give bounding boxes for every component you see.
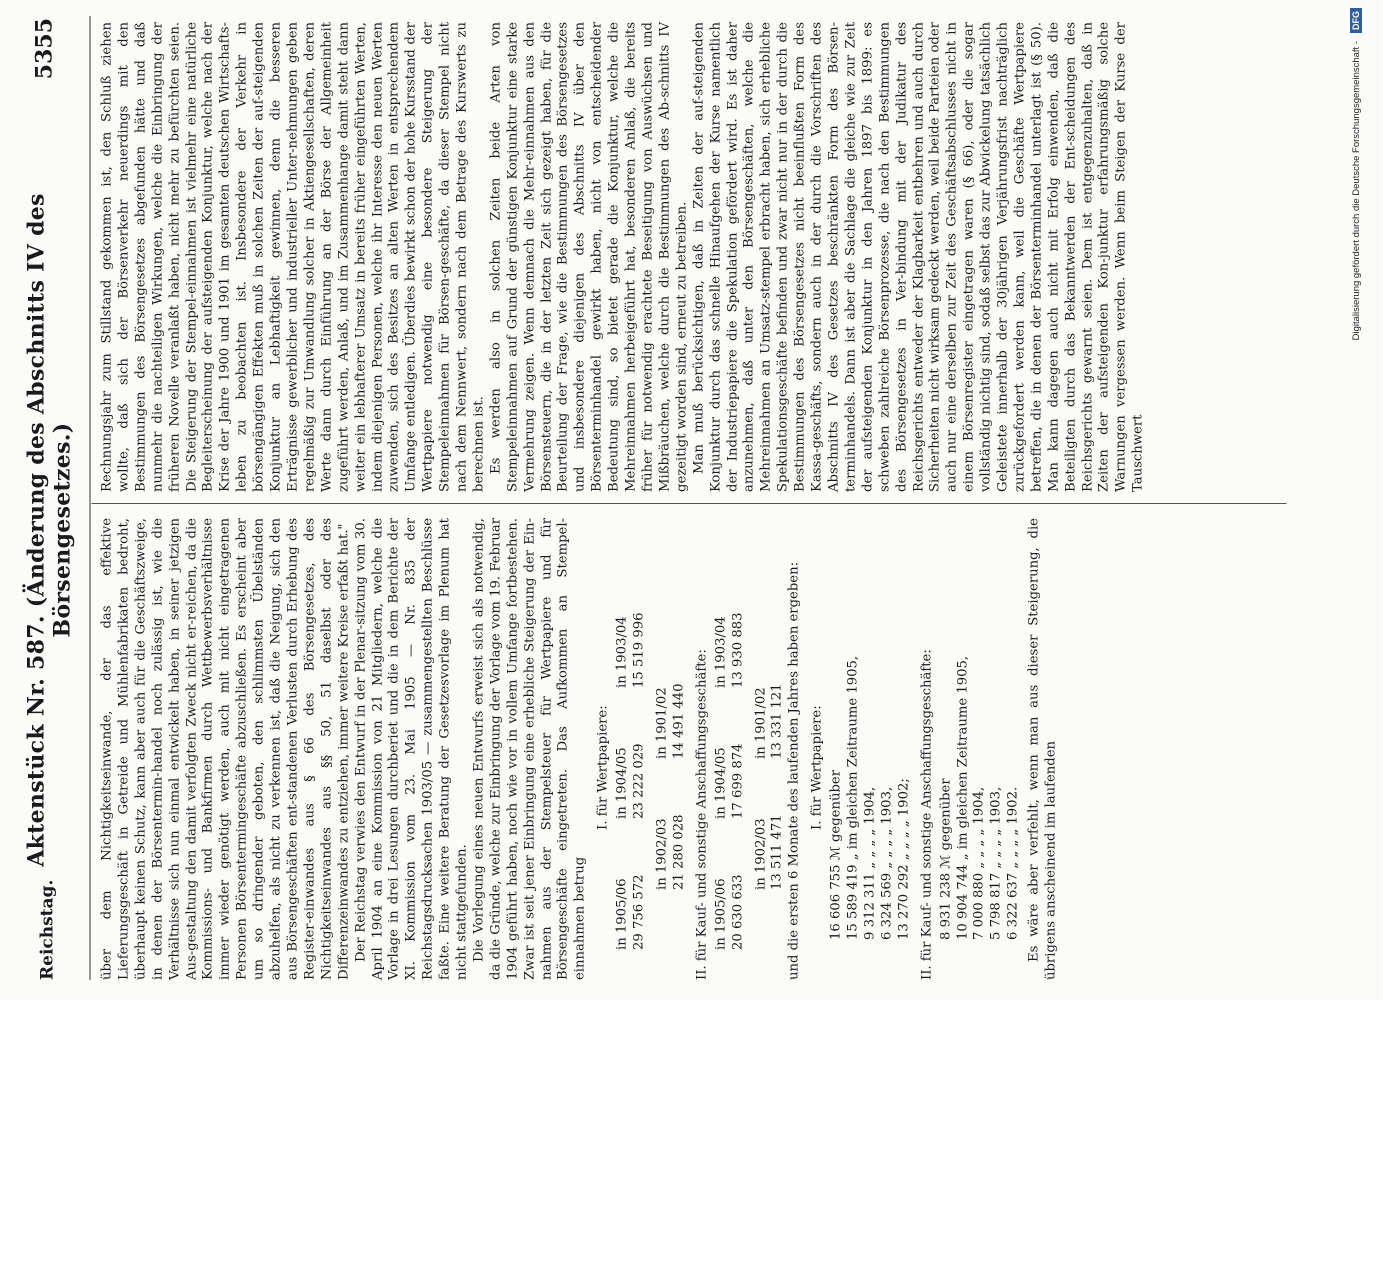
section-3-title: I. für Wertpapiere: xyxy=(809,705,825,830)
value: 23 222 029 xyxy=(631,743,647,819)
digitization-text: Digitalisierung gefördert durch die Deutsche Forschungsgemeinschaft - xyxy=(1350,41,1362,341)
left-paragraph-2: Der Reichstag verwies den Entwurf in der Plenar-sitzung vom 30. April 1904 an eine Kommission von 21 Mitgliedern, welche die Vorlage in drei Lesungen durchberiet und die in dem Berichte der XI. Kommission vom 23. Mai 1905 — Nr. 835 der Reichstagsdrucksachen 1903/05 — zusammengestellten Beschlüsse faßte. Eine weitere Beratung der Gesetzesvorlage im Plenum hat nicht stattgefunden. xyxy=(353,518,470,980)
header-title: Aktenstück Nr. 587. (Änderung des Abschnitts IV des Börsengesetzes.) xyxy=(23,193,76,867)
right-column xyxy=(100,22,1148,492)
section-2-title: II. für Kauf- und sonstige Anschaffungsgeschäfte: xyxy=(694,649,710,980)
section-2-values-a xyxy=(730,518,747,980)
column-divider xyxy=(92,503,1287,504)
value: 13 331 121 xyxy=(769,683,785,759)
section-2-years-b xyxy=(753,518,770,980)
value: 17 699 874 xyxy=(730,743,746,819)
value: 14 491 440 xyxy=(671,683,687,759)
year: in 1904/05 xyxy=(713,747,729,819)
value: 20 630 633 xyxy=(730,874,746,950)
section-2-years-a xyxy=(713,518,730,980)
left-paragraph-4: und die ersten 6 Monate des laufenden Jahres haben ergeben: xyxy=(786,561,802,980)
left-paragraph-5: Es wäre aber verfehlt, wenn man aus dieser Steigerung, die übrigens anscheinend im laufenden xyxy=(1026,518,1059,980)
comparison-line: 5 798 817 „ „ „ „ 1903, xyxy=(988,786,1004,940)
digitization-note xyxy=(1345,8,1367,1268)
value: 13 511 471 xyxy=(769,814,785,890)
section-1-years-a xyxy=(615,518,632,980)
dfg-logo: DFG xyxy=(1350,8,1362,33)
year: in 1904/05 xyxy=(614,747,630,819)
comparison-line: 9 312 311 „ „ „ „ 1904, xyxy=(862,786,878,940)
header-rule xyxy=(90,16,91,980)
comparison-line: 6 324 569 „ „ „ „ 1903, xyxy=(879,786,895,940)
year: in 1903/04 xyxy=(614,616,630,688)
value: 21 280 028 xyxy=(671,814,687,890)
section-1-years-b xyxy=(655,518,672,980)
left-column xyxy=(100,518,1061,980)
year: in 1905/06 xyxy=(614,878,630,950)
value: 29 756 572 xyxy=(631,874,647,950)
year: in 1901/02 xyxy=(654,687,670,759)
section-1-title: I. für Wertpapiere: xyxy=(595,705,611,830)
section-4-lines xyxy=(938,518,1023,980)
right-paragraph-3: Man muß berücksichtigen, daß in Zeiten der auf-steigenden Konjunktur durch das schnelle Hinaufgehen der Kurse namentlich der Industriepapiere die Spekulation gefördert wird. Es ist daher anzunehmen, daß unter den Börsengeschäften, welche die Mehreinnahmen an Umsatz-stempel erbracht haben, sich erhebliche Spekulationsgeschäfte befinden und zwar nicht nur in der durch die Bestimmungen des Börsengesetzes nicht beeinflußten Form des Kassa-geschäfts, sondern auch in der durch die Vorschriften des Abschnitts IV des Gesetzes beschränkten Form des Börsen-terminhandels. Dann ist aber die Sachlage die gleiche wie zur Zeit der aufsteigenden Konjunktur in den Jahren 1897 bis 1899: es schweben zahlreiche Börsenprozesse, die nach den Bestimmungen des Börsengesetzes in Ver-bindung mit der Judikatur des Reichsgerichts entweder der Klagbarkeit entbehren und auch durch Sicherheiten nicht wirksam gedeckt werden, weil beide Parteien oder auch nur eine derselben zur Zeit des Geschäftsabschlusses nicht in einem Börsenregister eingetragen waren (§ 66), oder die sogar vollständig nichtig sind, sodaß selbst das zur Abwickelung tatsächlich Geleistete innerhalb der 30jährigen Verjährungsfrist nachträglich zurückgefordert werden kann, weil die Geschäfte Wertpapiere betreffen, die in denen der Börsenterminhandel unterlagt ist (§ 50). Man kann dagegen auch nicht mit Erfolg einwenden, daß die Beteiligten durch das Bekanntwerden der Ent-scheidungen des Reichsgerichts gewarnt seien. Dem ist entgegenzuhalten, daß in Zeiten der aufsteigenden Kon-junktur erfahrungsmäßig solche Warnungen vergessen werden. Wenn beim Steigen der Kurse der Tauschwert xyxy=(691,22,1146,492)
comparison-line: 7 000 880 „ „ „ „ 1904, xyxy=(971,786,987,940)
comparison-line: 6 322 637 „ „ „ „ 1902. xyxy=(1005,786,1021,940)
header-left: Reichstag. xyxy=(37,879,58,980)
section-3-lines xyxy=(829,518,914,980)
right-paragraph-1: Rechnungsjahr zum Stillstand gekommen ist, den Schluß ziehen wollte, daß sich der Börsenverkehr neuerdings mit den Bestimmungen des Börsengesetzes abgefunden hätte und daß nunmehr die nachteiligen Wirkungen, welche die Einbringung der früheren Novelle veranlaßt haben, nicht mehr zu befürchten seien. Die Steigerung der Stempel-einnahmen ist vielmehr eine natürliche Begleiterscheinung der aufsteigenden Konjunktur, welche nach der Krise der Jahre 1900 und 1901 im gesamten deutschen Wirtschafts-leben zu beobachten ist. Insbesondere der Verkehr in börsengängigen Effekten muß in solchen Zeiten der auf-steigenden Konjunktur an Lebhaftigkeit gewinnen, denn die besseren Erträgnisse gewerblicher und industrieller Unter-nehmungen geben regelmäßig zur Umwandlung solcher in Aktiengesellschaften, deren Werte dann durch Einführung an der Börse der Allgemeinheit zugeführt werden, Anlaß, und im Zusammenhange damit steht dann weiter ein lebhafterer Umsatz in bereits früher eingeführten Werten, indem diejenigen Personen, welche ihr Interesse den neuen Werten zuwenden, sich des Besitzes an alten Werten in entsprechendem Umfange entledigen. Überdies bewirkt schon der hohe Kursstand der Wertpapiere notwendig eine besondere Steigerung der Stempeleinnahmen für Börsen-geschäfte, da dieser Stempel nicht nach dem Nennwert, sondern nach dem Betrage des Kurswerts zu berechnen ist. xyxy=(99,22,487,492)
comparison-line: 15 589 419 „ im gleichen Zeitraume 1905, xyxy=(845,655,861,940)
comparison-line: 16 606 755 ℳ gegenüber xyxy=(828,769,844,940)
section-2-values-b xyxy=(770,518,787,980)
left-paragraph-3: Die Vorlegung eines neuen Entwurfs erweist sich als notwendig, da die Gründe, welche zur Einbringung der Vorlage vom 19. Februar 1904 geführt haben, noch wie vor in vollem Umfange fortbestehen. Zwar ist seit jener Einbringung eine erhebliche Steigerung der Ein-nahmen aus der Stempelsteuer für Wertpapiere und für Börsengeschäfte eingetreten. Das Aufkommen an Stempel-einnahmen betrug xyxy=(471,518,588,980)
right-paragraph-2: Es werden also in solchen Zeiten beide Arten von Stempeleinnahmen auf Grund der günstigen Konjunktur eine starke Vermehrung zeigen. Wenn demnach die Mehr-einnahmen aus den Börsensteuern, die in der letzten Zeit sich gezeigt haben, für die Beurteilung der Frage, wie die Bestimmungen des Börsengesetzes und insbesondere diejenigen des Abschnitts IV über den Börsenterminhandel gewirkt haben, nicht von entscheidender Bedeutung sind, so bietet gerade die Konjunktur, welche die Mehreinnahmen herbeigeführt hat, besonderen Anlaß, die bereits früher für notwendig erachtete Beseitigung von Auswüchsen und Mißbräuchen, welche durch die Bestimmungen des Ab-schnitts IV gezeitigt worden sind, erneut zu betreiben. xyxy=(488,22,690,492)
section-1-values-b xyxy=(671,518,688,980)
comparison-line: 8 931 238 ℳ gegenüber xyxy=(938,778,954,940)
value: 15 519 996 xyxy=(631,612,647,688)
section-4-title: II. für Kauf- und sonstige Anschaffungsgeschäfte: xyxy=(919,649,935,980)
value: 13 930 883 xyxy=(730,612,746,688)
left-paragraph-1: über dem Nichtigkeitseinwande, der das effektive Lieferungsgeschäft in Getreide und Mühlenfabrikaten bedroht, überhaupt keinen Schutz, kann aber auch für die Geschäftszweige, in denen der Börsentermin-handel noch zulässig ist, wie die Verhältnisse sich nun einmal entwickelt haben, in seiner jetzigen Aus-gestaltung den damit verfolgten Zweck nicht er-reichen, da die Kommissions- und Bankfirmen durch Wettbewerbsverhältnisse immer wieder genötigt werden, auch mit nicht eingetragenen Personen Börsentermingeschäfte abzuschließen. Es erscheint aber um so dringender geboten, den schlimmsten Übelständen abzuhelfen, als nicht zu verkennen ist, daß die Neigung, sich den aus Börsengeschäften ent-standenen Verlusten durch Erhebung des Register-einwandes aus § 66 des Börsengesetzes, des Nichtigkeitseinwandes aus §§ 50, 51 daselbst oder des Differenzeinwandes zu entziehen, immer weitere Kreise erfaßt hat." xyxy=(99,518,352,980)
page-number: 5355 xyxy=(31,18,58,80)
year: in 1901/02 xyxy=(753,687,769,759)
section-1-values-a xyxy=(632,518,649,980)
year: in 1902/03 xyxy=(654,818,670,890)
year: in 1903/04 xyxy=(713,616,729,688)
comparison-line: 10 904 744 „ im gleichen Zeitraume 1905, xyxy=(955,655,970,940)
year: in 1905/06 xyxy=(713,878,729,950)
comparison-line: 13 270 292 „ „ „ „ 1902; xyxy=(896,778,912,940)
year: in 1902/03 xyxy=(753,818,769,890)
